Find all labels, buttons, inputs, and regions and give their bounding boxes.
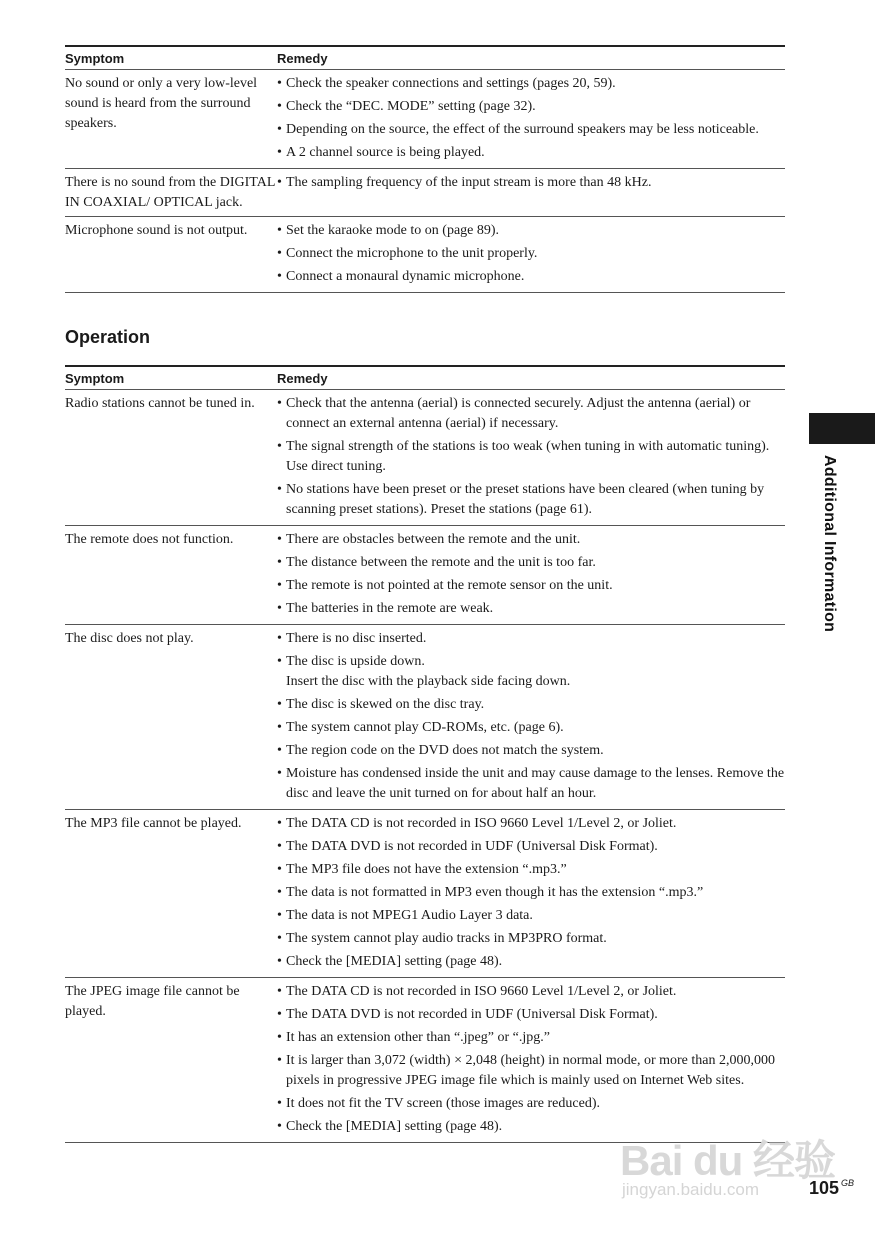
remedy-item: • It has an extension other than “.jpeg” or “.jpg.” xyxy=(277,1027,785,1048)
remedy-item: • The DATA CD is not recorded in ISO 9660 Level 1/Level 2, or Joliet. xyxy=(277,813,785,834)
remedy-cell xyxy=(277,529,785,621)
table-row xyxy=(65,217,785,293)
symptom-cell: There is no sound from the DIGITAL IN COAXIAL/ OPTICAL jack. xyxy=(65,175,275,210)
remedy-item: • The disc is skewed on the disc tray. xyxy=(277,694,785,715)
symptom-cell: Microphone sound is not output. xyxy=(65,223,248,238)
remedy-item: • Check the speaker connections and settings (pages 20, 59). xyxy=(277,73,785,94)
remedy-item: • It does not fit the TV screen (those images are reduced). xyxy=(277,1093,785,1114)
symptom-header: Symptom xyxy=(65,371,125,386)
table-body xyxy=(65,70,785,293)
table-row xyxy=(65,70,785,169)
table-row xyxy=(65,526,785,625)
remedy-header: Remedy xyxy=(277,371,328,386)
remedy-cell xyxy=(277,628,785,806)
baidu-watermark-logo: Bai du 经验 xyxy=(620,1137,836,1184)
chapter-tab-marker xyxy=(809,413,875,444)
remedy-item: • The disc is upside down. Insert the disc with the playback side facing down. xyxy=(277,651,785,692)
symptom-cell: The disc does not play. xyxy=(65,631,194,646)
remedy-item: • A 2 channel source is being played. xyxy=(277,142,785,163)
remedy-item: • The batteries in the remote are weak. xyxy=(277,598,785,619)
remedy-item: • No stations have been preset or the preset stations have been cleared (when tuning by scanning preset stations). Preset the stations (page 61). xyxy=(277,479,785,520)
remedy-item: • The MP3 file does not have the extension “.mp3.” xyxy=(277,859,785,880)
remedy-item: • Check the [MEDIA] setting (page 48). xyxy=(277,951,785,972)
remedy-header: Remedy xyxy=(277,51,328,66)
symptom-cell: Radio stations cannot be tuned in. xyxy=(65,396,255,411)
remedy-item: • The system cannot play audio tracks in MP3PRO format. xyxy=(277,928,785,949)
remedy-item: • The data is not formatted in MP3 even though it has the extension “.mp3.” xyxy=(277,882,785,903)
remedy-cell xyxy=(277,172,785,213)
symptom-cell: No sound or only a very low-level sound is heard from the surround speakers. xyxy=(65,76,258,131)
symptom-cell: The JPEG image file cannot be played. xyxy=(65,984,240,1019)
remedy-item: • There are obstacles between the remote and the unit. xyxy=(277,529,785,550)
remedy-item: • The region code on the DVD does not match the system. xyxy=(277,740,785,761)
remedy-item: • There is no disc inserted. xyxy=(277,628,785,649)
table-row xyxy=(65,978,785,1143)
remedy-item: • The DATA DVD is not recorded in UDF (Universal Disk Format). xyxy=(277,836,785,857)
remedy-item: • The DATA DVD is not recorded in UDF (Universal Disk Format). xyxy=(277,1004,785,1025)
baidu-watermark-url: jingyan.baidu.com xyxy=(622,1180,760,1199)
table-row xyxy=(65,625,785,810)
page-number-value: 105 xyxy=(809,1178,840,1198)
remedy-cell xyxy=(277,981,785,1139)
remedy-item: • The sampling frequency of the input stream is more than 48 kHz. xyxy=(277,172,785,193)
table-body xyxy=(65,390,785,1143)
remedy-item: • Connect the microphone to the unit properly. xyxy=(277,243,785,264)
table-row xyxy=(65,169,785,217)
symptom-cell: The remote does not function. xyxy=(65,532,234,547)
remedy-item: • The system cannot play CD-ROMs, etc. (page 6). xyxy=(277,717,785,738)
page-number xyxy=(809,1178,854,1199)
remedy-item: • Moisture has condensed inside the unit and may cause damage to the lenses. Remove the disc and leave the unit turned on for about half an hour. xyxy=(277,763,785,804)
table-row xyxy=(65,810,785,978)
remedy-item: • Connect a monaural dynamic microphone. xyxy=(277,266,785,287)
remedy-item: • The signal strength of the stations is too weak (when tuning in with automatic tuning). Use direct tuning. xyxy=(277,436,785,477)
remedy-cell xyxy=(277,220,785,289)
remedy-cell xyxy=(277,393,785,522)
table-header xyxy=(65,45,785,70)
section-title-operation: Operation xyxy=(65,327,151,347)
remedy-item: • Depending on the source, the effect of the surround speakers may be less noticeable. xyxy=(277,119,785,140)
remedy-item: • Set the karaoke mode to on (page 89). xyxy=(277,220,785,241)
remedy-cell xyxy=(277,73,785,165)
page-number-suffix: GB xyxy=(841,1178,855,1188)
troubleshooting-table-operation xyxy=(65,365,785,1143)
remedy-item: • Check the “DEC. MODE” setting (page 32). xyxy=(277,96,785,117)
remedy-item: • The DATA CD is not recorded in ISO 9660 Level 1/Level 2, or Joliet. xyxy=(277,981,785,1002)
chapter-side-label: Additional Information xyxy=(821,455,838,633)
troubleshooting-table-sound xyxy=(65,45,785,293)
remedy-item: • The distance between the remote and the unit is too far. xyxy=(277,552,785,573)
remedy-item: • The remote is not pointed at the remote sensor on the unit. xyxy=(277,575,785,596)
symptom-header: Symptom xyxy=(65,51,125,66)
remedy-item: • Check the [MEDIA] setting (page 48). xyxy=(277,1116,785,1137)
remedy-item: • Check that the antenna (aerial) is connected securely. Adjust the antenna (aerial) or connect an external antenna (aerial) if necessary. xyxy=(277,393,785,434)
remedy-cell xyxy=(277,813,785,974)
table-row xyxy=(65,390,785,526)
table-header xyxy=(65,365,785,390)
remedy-item: • The data is not MPEG1 Audio Layer 3 data. xyxy=(277,905,785,926)
symptom-cell: The MP3 file cannot be played. xyxy=(65,816,242,831)
remedy-item: • It is larger than 3,072 (width) × 2,048 (height) in normal mode, or more than 2,000,000 pixels in progressive JPEG image file which is mainly used on Internet Web sites. xyxy=(277,1050,785,1091)
